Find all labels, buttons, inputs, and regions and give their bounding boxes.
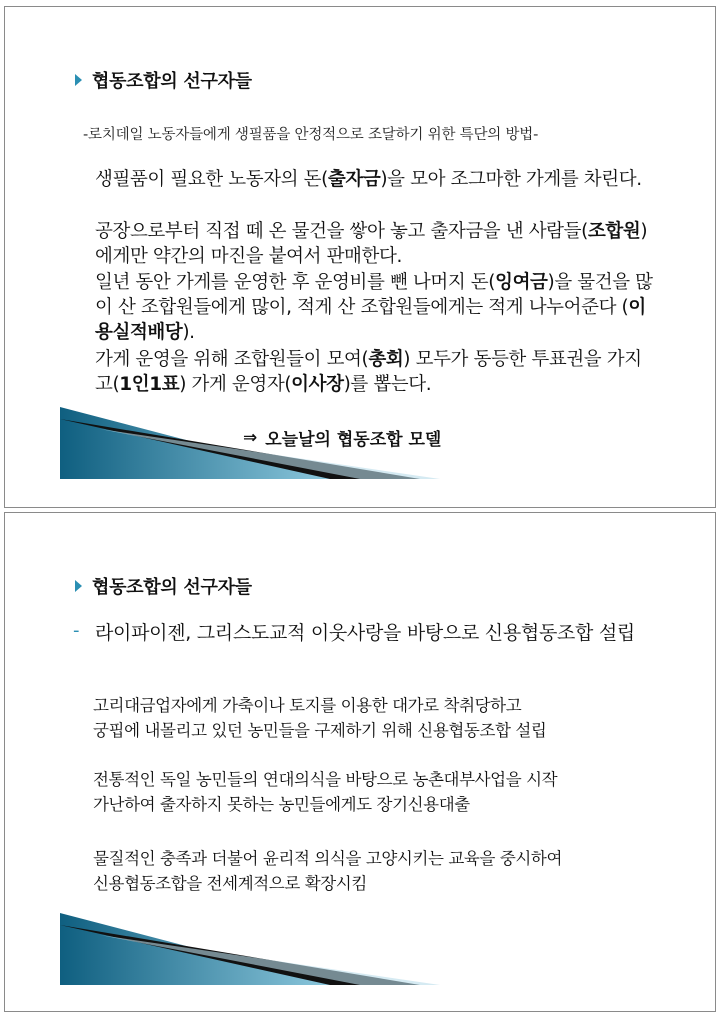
- slide1-paragraph-2: 공장으로부터 직접 떼 온 물건을 쌓아 놓고 출자금을 낸 사람들(조합원)에게만 약간의 마진을 붙여서 판매한다.: [95, 221, 648, 267]
- bullet-arrow-icon: [75, 74, 82, 86]
- slide1-subheading: -로치데일 노동자들에게 생필품을 안정적으로 조달하기 위한 특단의 방법-: [83, 127, 539, 143]
- slide1-paragraph-1: 생필품이 필요한 노동자의 돈(출자금)을 모아 조그마한 가게를 차린다.: [95, 169, 642, 190]
- slide2-paragraph-1: 고리대금업자에게 가축이나 토지를 이용한 대가로 착취당하고 궁핍에 내몰리고 있던 농민들을 구제하기 위해 신용협동조합 설립: [93, 696, 547, 740]
- implies-arrow-icon: ⇒: [243, 427, 258, 448]
- slide1-heading-text: 협동조합의 선구자들: [92, 71, 252, 92]
- slide-1: [4, 6, 716, 508]
- slide1-paragraph-4: 가게 운영을 위해 조합원들이 모여(총회) 모두가 동등한 투표권을 가지고(1인1표) 가게 운영자(이사장)를 뽑는다.: [95, 349, 642, 395]
- slide2-decoration: [60, 913, 440, 988]
- slide2-dash-item: [73, 620, 655, 646]
- slide-2: [4, 512, 716, 1012]
- slide2-heading-text: 협동조합의 선구자들: [92, 577, 252, 598]
- model-text: 오늘날의 협동조합 모델: [265, 430, 442, 450]
- slide1-heading: [75, 67, 252, 93]
- bullet-arrow-icon: [75, 580, 82, 592]
- slide2-dash-text: 라이파이젠, 그리스도교적 이웃사랑을 바탕으로 신용협동조합 설립: [95, 622, 635, 644]
- slide2-paragraph-2: 전통적인 독일 농민들의 연대의식을 바탕으로 농촌대부사업을 시작 가난하여 출자하지 못하는 농민들에게도 장기신용대출: [93, 770, 558, 814]
- dash-bullet-icon: -: [73, 620, 80, 641]
- slide2-paragraph-3: 물질적인 충족과 더불어 윤리적 의식을 고양시키는 교육을 중시하여 신용협동조합을 전세계적으로 확장시킴: [93, 849, 563, 893]
- slide2-heading: [75, 573, 252, 599]
- slide1-paragraph-3: 일년 동안 가게를 운영한 후 운영비를 뺀 나머지 돈(잉여금)을 물건을 많이 산 조합원들에게 많이, 적게 산 조합원들에게는 적게 나누어준다 (이용실적배당).: [95, 272, 653, 343]
- slide1-model-line: [243, 425, 441, 450]
